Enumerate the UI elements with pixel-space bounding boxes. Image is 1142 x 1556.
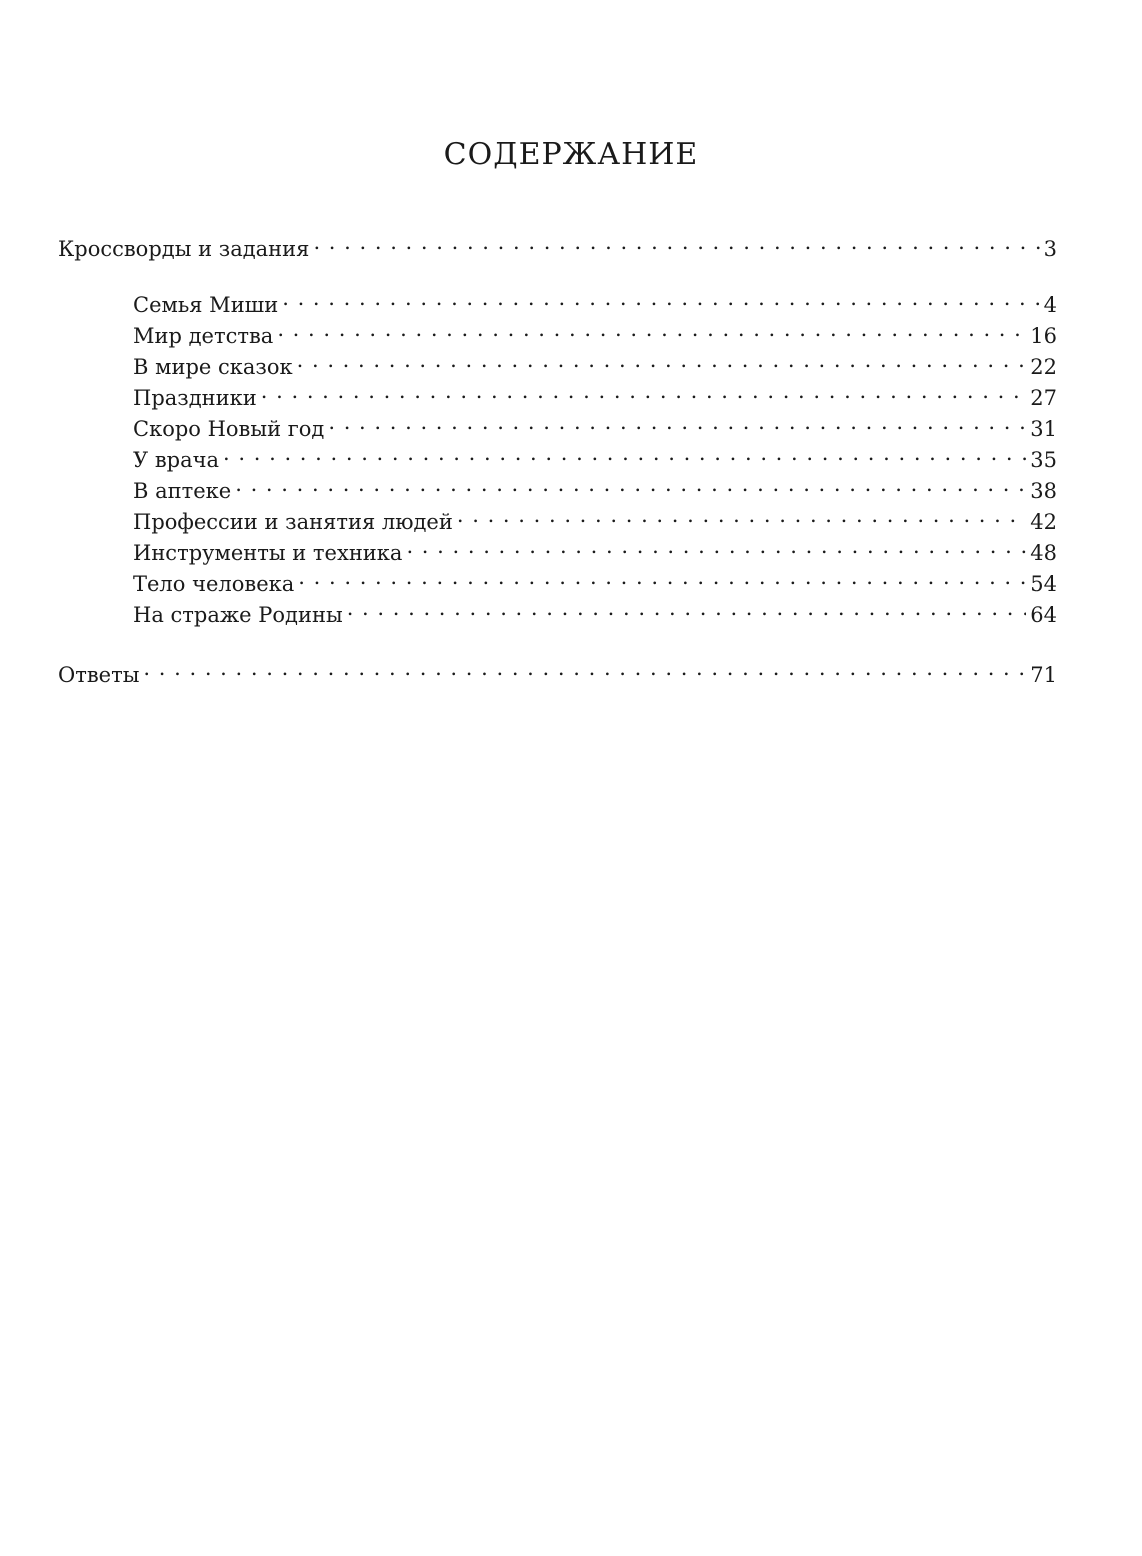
- toc-entry[interactable]: [133, 563, 1057, 596]
- toc-dot-leader: [277, 315, 1026, 343]
- toc-entry[interactable]: [133, 315, 1057, 348]
- toc-entry-label: Кроссворды и задания: [58, 237, 310, 261]
- page-title: СОДЕРЖАНИЕ: [443, 137, 699, 172]
- toc-dot-leader: [406, 532, 1026, 560]
- toc-dot-leader: [313, 228, 1039, 256]
- toc-entry[interactable]: [133, 439, 1057, 472]
- toc-entry-page: 38: [1030, 479, 1057, 503]
- toc-entry-label: В аптеке: [133, 479, 232, 503]
- toc-entry-page: 64: [1030, 603, 1057, 627]
- toc-entry-page: 27: [1030, 386, 1057, 410]
- toc-entry[interactable]: [133, 532, 1057, 565]
- toc-entry[interactable]: [58, 228, 1057, 261]
- toc-entry-label: Праздники: [133, 386, 257, 410]
- toc-entry[interactable]: [133, 284, 1057, 317]
- toc-entry[interactable]: [133, 346, 1057, 379]
- toc-entry-label: В мире сказок: [133, 355, 293, 379]
- toc-entry-label: Тело человека: [133, 572, 295, 596]
- toc-entry-page: 48: [1030, 541, 1057, 565]
- toc-entry-label: У врача: [133, 448, 220, 472]
- toc-entry-label: На страже Родины: [133, 603, 343, 627]
- toc-dot-leader: [457, 501, 1026, 529]
- toc-entry-page: 35: [1030, 448, 1057, 472]
- toc-dot-leader: [347, 594, 1027, 622]
- toc-entry[interactable]: [133, 501, 1057, 534]
- toc-entry-page: 16: [1030, 324, 1057, 348]
- toc-entry-page: 3: [1043, 237, 1057, 261]
- toc-entry-label: Мир детства: [133, 324, 274, 348]
- toc-entry-label: Скоро Новый год: [133, 417, 325, 441]
- toc-entry[interactable]: [133, 377, 1057, 410]
- toc-entry[interactable]: [58, 654, 1057, 687]
- toc-dot-leader: [282, 284, 1039, 312]
- toc-dot-leader: [143, 654, 1026, 682]
- toc-entry-page: 22: [1030, 355, 1057, 379]
- toc-dot-leader: [223, 439, 1026, 467]
- toc-entry-label: Семья Миши: [133, 293, 279, 317]
- toc-entry-label: Ответы: [58, 663, 140, 687]
- toc-entry-label: Профессии и занятия людей: [133, 510, 453, 534]
- toc-entry[interactable]: [133, 470, 1057, 503]
- toc-dot-leader: [297, 346, 1027, 374]
- toc-dot-leader: [298, 563, 1026, 591]
- toc-entry-page: 4: [1043, 293, 1057, 317]
- toc-entry[interactable]: [133, 594, 1057, 627]
- toc-entry[interactable]: [133, 408, 1057, 441]
- toc-entry-page: 42: [1030, 510, 1057, 534]
- toc-entry-label: Инструменты и техника: [133, 541, 403, 565]
- toc-dot-leader: [328, 408, 1026, 436]
- toc-entry-page: 54: [1030, 572, 1057, 596]
- toc-dot-leader: [261, 377, 1026, 405]
- toc-dot-leader: [235, 470, 1026, 498]
- toc-entry-page: 31: [1030, 417, 1057, 441]
- toc-entry-page: 71: [1030, 663, 1057, 687]
